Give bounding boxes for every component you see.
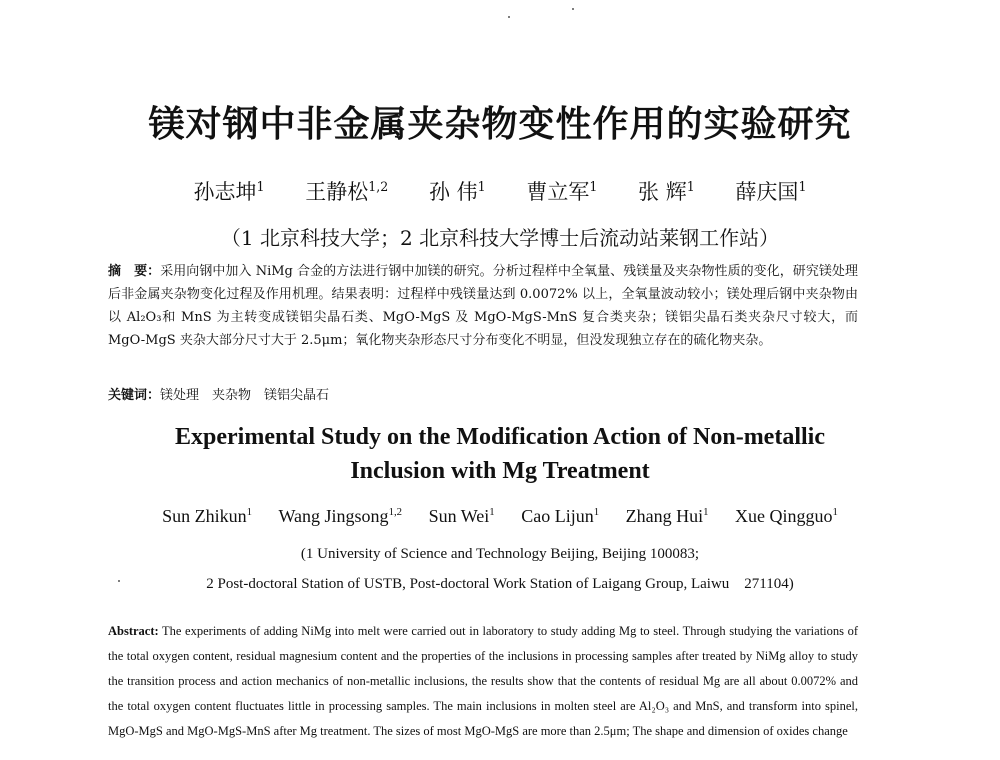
keywords-cn-label: 关键词：: [108, 388, 161, 403]
abstract-en-label: Abstract:: [108, 624, 159, 638]
english-title-line-2: Inclusion with Mg Treatment: [350, 458, 650, 484]
english-abstract: [108, 619, 858, 744]
scan-speck: [572, 8, 574, 10]
chinese-title: 镁对钢中非金属夹杂物变性作用的实验研究: [148, 103, 852, 145]
author-en: Sun Wei$^1$: [428, 506, 495, 526]
author-cn: 王静松$^{1,2}$: [305, 179, 389, 204]
author-cn: 曹立军$^1$: [526, 179, 598, 204]
chinese-abstract: [108, 260, 858, 352]
abstract-cn-text: 采用向钢中加入 NiMg 合金的方法进行钢中加镁的研究。分析过程样中全氧量、残镁量及夹杂物性质的变化，研究镁处理后非金属夹杂物变化过程及作用机理。结果表明：过程样中残镁量达到 0.0072% 以上，全氧量波动较小；镁处理后钢中夹杂物由以 Al₂O₃和 MnS 为主转变成镁铝尖晶石类、MgO-MgS 及 MgO-MgS-MnS 复合类夹杂；镁铝尖晶石类夹杂尺寸较大，而 MgO-MgS 夹杂大部分尺寸大于 2.5μm；氧化物夹杂形态尺寸分布变化不明显，但没发现独立存在的硫化物夹杂。: [108, 264, 858, 348]
author-en: Wang Jingsong$^{1,2}$: [278, 506, 403, 526]
abstract-en-text: The experiments of adding NiMg into melt were carried out in laboratory to study adding Mg to steel. Through studying the variations of the total oxygen content, residual magnesium content and the properties of the inclusions in processing samples after treated by NiMg alloy to study the transition process and action mechanics of non-metallic inclusions, the results show that the contents of residual Mg are all about 0.0072% and the total oxygen content fluctuates little in processing samples. The main inclusions in molten steel are Al₂O₃ and MnS, and transform into spinel, MgO-MgS and MgO-MgS-MnS after Mg treatment. The sizes of most MgO-MgS are more than 2.5μm; The shape and dimension of oxides change: [108, 624, 858, 738]
english-author-list: [0, 506, 1000, 527]
scan-speck: [508, 16, 510, 18]
keywords-cn-text: 镁处理 夹杂物 镁铝尖晶石: [160, 388, 330, 403]
author-en: Cao Lijun$^1$: [521, 506, 600, 526]
chinese-keywords: [108, 384, 329, 403]
author-cn: 薛庆国$^1$: [735, 179, 807, 204]
author-cn: 孙志坤$^1$: [193, 179, 265, 204]
english-affiliation-line-2: 2 Post-doctoral Station of USTB, Post-doctoral Work Station of Laigang Group, Laiwu 271104): [206, 576, 794, 592]
chinese-author-list: [0, 176, 1000, 206]
english-affiliation-line-1: (1 University of Science and Technology Beijing, Beijing 100083;: [300, 546, 700, 562]
abstract-cn-label: 摘 要：: [108, 264, 161, 279]
english-title-line-1: Experimental Study on the Modification Action of Non-metallic: [175, 424, 825, 450]
author-en: Sun Zhikun$^1$: [162, 506, 252, 526]
author-cn: 张 辉$^1$: [638, 179, 695, 204]
author-en: Xue Qingguo$^1$: [735, 506, 838, 526]
chinese-affiliation: （1 北京科技大学；2 北京科技大学博士后流动站莱钢工作站）: [220, 226, 780, 250]
author-cn: 孙 伟$^1$: [428, 179, 486, 204]
author-en: Zhang Hui$^1$: [625, 506, 709, 526]
